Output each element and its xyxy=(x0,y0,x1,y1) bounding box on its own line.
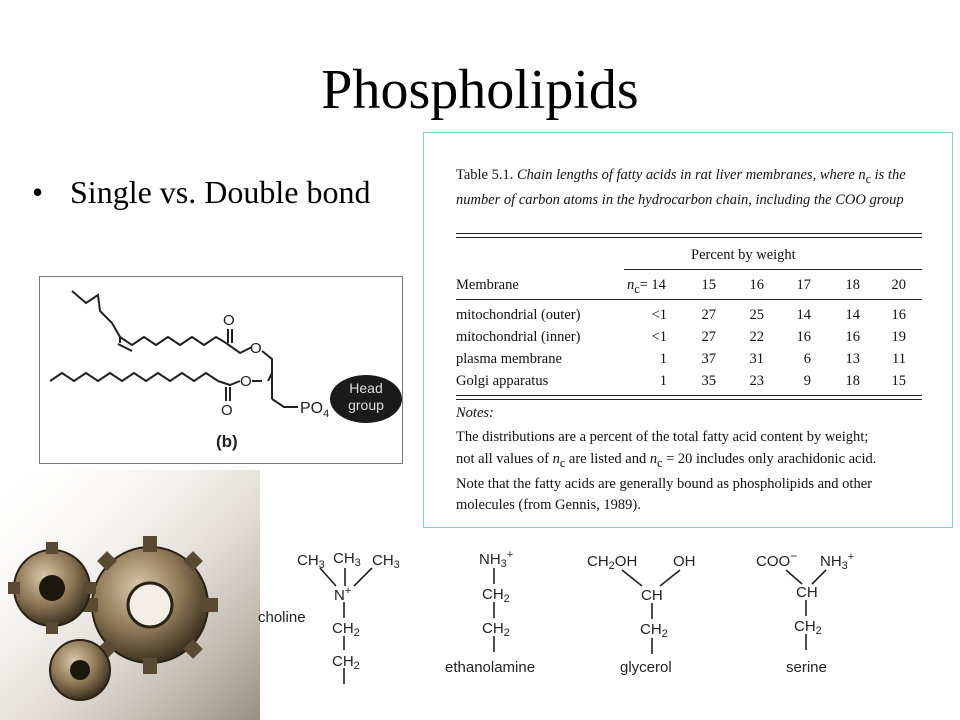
spanner-header: Percent by weight xyxy=(691,247,796,263)
panel-label: (b) xyxy=(216,432,238,451)
table-cell-value: 16 xyxy=(845,329,860,345)
table-cell-value: <1 xyxy=(651,307,667,323)
table-cell-value: 27 xyxy=(701,307,716,323)
head-group-label-2: group xyxy=(348,397,384,413)
bullet-dot: • xyxy=(32,174,44,210)
table-cell-value: 25 xyxy=(749,307,764,323)
gears-decoration xyxy=(0,470,260,720)
table-cell-value: 23 xyxy=(749,373,764,389)
notes-label: Notes: xyxy=(456,405,494,421)
column-header-membrane: Membrane xyxy=(456,277,519,293)
table-cell-membrane: mitochondrial (outer) xyxy=(456,307,581,323)
choline-ch2-2: $CH_2$ xyxy=(332,653,360,672)
column-header: 17 xyxy=(796,277,811,293)
table-cell-value: 27 xyxy=(701,329,716,345)
table-cell-value: 37 xyxy=(701,351,716,367)
glycerol-ch2oh: $CH_2OH$ xyxy=(587,553,638,572)
table-cell-value: <1 xyxy=(651,329,667,345)
lipid-structure-figure xyxy=(39,276,403,464)
choline-ch3-left: $CH_3$ xyxy=(297,552,325,571)
serine-coo: COO− xyxy=(756,549,798,570)
glycerol-ch2: $CH_2$ xyxy=(640,621,668,640)
table-cell-membrane: mitochondrial (inner) xyxy=(456,329,581,345)
choline-n-plus: N+ xyxy=(334,585,352,604)
table-cell-value: 1 xyxy=(659,373,667,389)
table-cell-membrane: Golgi apparatus xyxy=(456,373,549,389)
oxygen-label-ester-lower: O xyxy=(240,373,252,390)
choline-ch3-mid: $CH_3$ xyxy=(333,550,361,569)
ethanolamine-ch2-1: $CH_2$ xyxy=(482,586,510,605)
page-title: Phospholipids xyxy=(321,59,639,121)
glycerol-ch: CH xyxy=(641,587,663,604)
serine-nh3: $NH_3^+$ xyxy=(820,551,855,572)
table-caption: Table 5.1. Chain lengths of fatty acids in rat liver membranes, where $n_c$ is the number of carbon atoms in the hydrocarbon chain, including the COO group xyxy=(456,167,906,208)
column-header-nc: $n_c= 14$ xyxy=(627,277,666,296)
table-cell-value: 9 xyxy=(803,373,811,389)
table-cell-value: 14 xyxy=(845,307,860,323)
serine-ch2: $CH_2$ xyxy=(794,618,822,637)
choline-label: choline xyxy=(258,609,306,626)
table-cell-value: 1 xyxy=(659,351,667,367)
table-cell-value: 35 xyxy=(701,373,716,389)
table-cell-value: 6 xyxy=(803,351,811,367)
column-header: 15 xyxy=(701,277,716,293)
table-cell-value: 11 xyxy=(892,351,906,367)
notes-text: The distributions are a percent of the total fatty acid content by weight; not all values of $n_c$ are listed and $n_c = 20$ includes only arachidonic acid. Note that the fatty acids are generally bound as phospholipids and other molecules (from Gennis, 1989). xyxy=(456,429,877,514)
ethanolamine-label: ethanolamine xyxy=(445,659,536,676)
table-cell-value: 14 xyxy=(796,307,811,323)
table-cell-value: 16 xyxy=(891,307,906,323)
choline-ch2-1: $CH_2$ xyxy=(332,620,360,639)
table-cell-value: 13 xyxy=(845,351,860,367)
table-cell-value: 18 xyxy=(845,373,860,389)
ethanolamine-nh3: $NH_3^+$ xyxy=(479,549,514,570)
table-cell-value: 19 xyxy=(891,329,906,345)
ethanolamine-ch2-2: $CH_2$ xyxy=(482,620,510,639)
table-cell-membrane: plasma membrane xyxy=(456,351,562,367)
serine-label: serine xyxy=(786,659,827,676)
glycerol-label: glycerol xyxy=(620,659,672,676)
bottom-gear-icon xyxy=(50,640,110,700)
table-cell-value: 15 xyxy=(891,373,906,389)
table-cell-value: 22 xyxy=(749,329,764,345)
serine-ch: CH xyxy=(796,584,818,601)
column-header: 20 xyxy=(891,277,906,293)
choline-ch3-right: $CH_3$ xyxy=(372,552,400,571)
table-cell-value: 16 xyxy=(796,329,811,345)
bullet-text: Single vs. Double bond xyxy=(70,174,371,210)
fatty-acid-table xyxy=(423,132,953,528)
oxygen-label-ester-upper: O xyxy=(250,340,262,357)
column-header: 18 xyxy=(845,277,860,293)
bullet-item xyxy=(32,174,370,211)
oxygen-label-lower: O xyxy=(221,402,233,419)
oxygen-label-upper: O xyxy=(223,312,235,329)
head-group-label-1: Head xyxy=(349,380,383,396)
table-cell-value: 31 xyxy=(749,351,764,367)
glycerol-oh: OH xyxy=(673,553,696,570)
column-header: 16 xyxy=(749,277,764,293)
po4-label: $PO_4$ xyxy=(300,400,330,420)
